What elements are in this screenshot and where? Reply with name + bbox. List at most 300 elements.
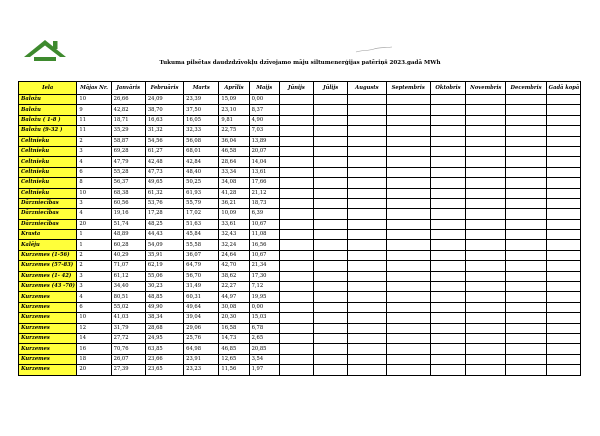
value-cell	[506, 271, 546, 281]
value-cell: 55,28	[111, 167, 145, 177]
value-cell: 10,09	[219, 209, 249, 219]
value-cell	[506, 333, 546, 343]
value-cell	[466, 344, 506, 354]
street-cell: Kurzemes (57-83)	[19, 261, 77, 271]
table-row	[19, 146, 581, 156]
value-cell	[466, 302, 506, 312]
street-cell: Kurzemes (1-56)	[19, 250, 77, 260]
value-cell	[506, 178, 546, 188]
value-cell	[279, 188, 313, 198]
house-number-cell: 20	[77, 219, 111, 229]
column-header: Iela	[19, 82, 77, 95]
value-cell: 61,12	[111, 271, 145, 281]
value-cell	[314, 188, 348, 198]
value-cell	[348, 115, 386, 125]
table-row	[19, 178, 581, 188]
value-cell: 35,29	[111, 126, 145, 136]
value-cell: 16,05	[184, 115, 219, 125]
value-cell	[430, 209, 465, 219]
value-cell	[546, 126, 580, 136]
value-cell	[430, 146, 465, 156]
value-cell	[546, 292, 580, 302]
value-cell: 61,32	[145, 188, 183, 198]
value-cell	[546, 105, 580, 115]
value-cell: 45,84	[184, 230, 219, 240]
value-cell	[314, 157, 348, 167]
value-cell	[546, 188, 580, 198]
value-cell: 17,30	[249, 271, 279, 281]
value-cell	[466, 115, 506, 125]
value-cell: 28,64	[219, 157, 249, 167]
value-cell	[466, 271, 506, 281]
house-number-cell: 2	[77, 250, 111, 260]
value-cell	[314, 302, 348, 312]
value-cell: 26,66	[111, 95, 145, 105]
house-number-cell: 14	[77, 333, 111, 343]
value-cell	[546, 302, 580, 312]
value-cell: 1,97	[249, 365, 279, 375]
value-cell: 13,89	[249, 136, 279, 146]
value-cell	[314, 292, 348, 302]
column-header: Augusts	[348, 82, 386, 95]
value-cell: 21,12	[249, 188, 279, 198]
value-cell: 31,32	[145, 126, 183, 136]
value-cell: 47,79	[111, 157, 145, 167]
table-row	[19, 209, 581, 219]
value-cell	[279, 313, 313, 323]
value-cell: 56,37	[111, 178, 145, 188]
value-cell: 54,09	[145, 240, 183, 250]
value-cell: 13,61	[249, 167, 279, 177]
value-cell: 23,91	[184, 354, 219, 364]
street-cell: Baložu	[19, 105, 77, 115]
value-cell	[386, 178, 430, 188]
house-number-cell: 10	[77, 313, 111, 323]
value-cell: 41,28	[219, 188, 249, 198]
value-cell	[546, 344, 580, 354]
value-cell	[430, 136, 465, 146]
value-cell: 21,34	[249, 261, 279, 271]
value-cell	[348, 167, 386, 177]
value-cell	[348, 178, 386, 188]
value-cell	[546, 198, 580, 208]
house-number-cell: 18	[77, 354, 111, 364]
value-cell: 38,34	[145, 313, 183, 323]
value-cell	[279, 282, 313, 292]
value-cell: 19,95	[249, 292, 279, 302]
value-cell	[348, 333, 386, 343]
street-cell: Kurzemes	[19, 323, 77, 333]
house-number-cell: 4	[77, 157, 111, 167]
value-cell	[506, 95, 546, 105]
value-cell	[506, 344, 546, 354]
value-cell: 25,76	[184, 333, 219, 343]
value-cell	[279, 167, 313, 177]
value-cell	[466, 240, 506, 250]
value-cell	[430, 354, 465, 364]
value-cell	[386, 240, 430, 250]
value-cell	[506, 209, 546, 219]
house-number-cell: 3	[77, 198, 111, 208]
value-cell	[430, 167, 465, 177]
table-row	[19, 167, 581, 177]
value-cell: 55,02	[111, 302, 145, 312]
value-cell: 32,33	[184, 126, 219, 136]
value-cell: 64,98	[184, 344, 219, 354]
value-cell	[386, 95, 430, 105]
value-cell	[348, 250, 386, 260]
value-cell	[279, 198, 313, 208]
value-cell	[314, 146, 348, 156]
value-cell: 10,67	[249, 219, 279, 229]
table-row	[19, 292, 581, 302]
value-cell	[506, 198, 546, 208]
value-cell	[348, 313, 386, 323]
house-number-cell: 3	[77, 146, 111, 156]
value-cell	[348, 271, 386, 281]
value-cell	[430, 115, 465, 125]
value-cell: 55,79	[184, 198, 219, 208]
street-cell: Celtnieku	[19, 188, 77, 198]
value-cell	[348, 157, 386, 167]
value-cell	[506, 157, 546, 167]
value-cell	[386, 302, 430, 312]
value-cell	[546, 95, 580, 105]
value-cell	[506, 188, 546, 198]
value-cell	[546, 323, 580, 333]
value-cell	[546, 136, 580, 146]
value-cell	[430, 250, 465, 260]
value-cell	[546, 167, 580, 177]
house-number-cell: 1	[77, 240, 111, 250]
value-cell: 18,71	[111, 115, 145, 125]
column-header: Novembris	[466, 82, 506, 95]
value-cell	[314, 365, 348, 375]
value-cell: 18,73	[249, 198, 279, 208]
street-cell: Baložu ( 1-8 )	[19, 115, 77, 125]
value-cell: 46,85	[219, 344, 249, 354]
street-cell: Celtnieku	[19, 157, 77, 167]
value-cell	[546, 230, 580, 240]
value-cell: 44,97	[219, 292, 249, 302]
value-cell	[279, 146, 313, 156]
street-cell: Celtnieku	[19, 136, 77, 146]
value-cell: 60,28	[111, 240, 145, 250]
value-cell: 32,24	[219, 240, 249, 250]
house-number-cell: 2	[77, 136, 111, 146]
value-cell	[348, 344, 386, 354]
value-cell	[430, 230, 465, 240]
value-cell: 49,65	[145, 178, 183, 188]
value-cell	[279, 271, 313, 281]
house-number-cell: 12	[77, 323, 111, 333]
column-header: Aprīlis	[219, 82, 249, 95]
street-cell: Kurzemes	[19, 302, 77, 312]
value-cell	[466, 167, 506, 177]
value-cell	[430, 261, 465, 271]
value-cell	[430, 313, 465, 323]
table-row	[19, 313, 581, 323]
column-header: Gadā kopā	[546, 82, 580, 95]
value-cell	[466, 282, 506, 292]
value-cell: 24,95	[145, 333, 183, 343]
value-cell: 17,28	[145, 209, 183, 219]
value-cell	[386, 115, 430, 125]
table-row	[19, 323, 581, 333]
value-cell: 30,23	[145, 282, 183, 292]
value-cell	[314, 344, 348, 354]
value-cell	[314, 167, 348, 177]
value-cell: 56,70	[184, 271, 219, 281]
value-cell	[466, 230, 506, 240]
value-cell: 68,01	[184, 146, 219, 156]
value-cell: 12,65	[219, 354, 249, 364]
value-cell	[314, 333, 348, 343]
value-cell	[279, 365, 313, 375]
value-cell	[506, 365, 546, 375]
column-header: Septembris	[386, 82, 430, 95]
value-cell	[386, 313, 430, 323]
value-cell	[314, 354, 348, 364]
value-cell	[430, 344, 465, 354]
value-cell	[546, 178, 580, 188]
value-cell	[466, 178, 506, 188]
value-cell	[386, 146, 430, 156]
value-cell: 62,19	[145, 261, 183, 271]
value-cell	[314, 230, 348, 240]
value-cell	[348, 105, 386, 115]
value-cell	[279, 157, 313, 167]
table-row	[19, 365, 581, 375]
street-cell: Kurzemes	[19, 333, 77, 343]
value-cell	[348, 188, 386, 198]
value-cell: 27,39	[111, 365, 145, 375]
house-number-cell: 9	[77, 105, 111, 115]
value-cell	[466, 126, 506, 136]
value-cell: 49,64	[184, 302, 219, 312]
value-cell	[279, 115, 313, 125]
value-cell	[506, 167, 546, 177]
value-cell: 0,00	[249, 95, 279, 105]
value-cell: 16,56	[249, 240, 279, 250]
value-cell: 51,63	[184, 219, 219, 229]
column-header: Marts	[184, 82, 219, 95]
value-cell	[466, 292, 506, 302]
value-cell: 32,43	[219, 230, 249, 240]
value-cell	[466, 95, 506, 105]
value-cell	[546, 313, 580, 323]
value-cell	[348, 209, 386, 219]
value-cell: 41,03	[111, 313, 145, 323]
value-cell: 7,03	[249, 126, 279, 136]
value-cell: 58,87	[111, 136, 145, 146]
value-cell	[466, 209, 506, 219]
value-cell	[348, 240, 386, 250]
column-header: Oktobris	[430, 82, 465, 95]
column-header: Jūlijs	[314, 82, 348, 95]
value-cell: 48,40	[184, 167, 219, 177]
house-number-cell: 2	[77, 261, 111, 271]
value-cell: 48,85	[145, 292, 183, 302]
value-cell	[348, 126, 386, 136]
value-cell: 26,07	[111, 354, 145, 364]
value-cell: 14,73	[219, 333, 249, 343]
value-cell: 8,37	[249, 105, 279, 115]
value-cell: 23,66	[145, 354, 183, 364]
house-number-cell: 10	[77, 95, 111, 105]
value-cell: 11,56	[219, 365, 249, 375]
value-cell: 35,91	[145, 250, 183, 260]
table-row	[19, 344, 581, 354]
value-cell	[546, 115, 580, 125]
value-cell	[314, 126, 348, 136]
value-cell	[314, 323, 348, 333]
value-cell	[466, 365, 506, 375]
value-cell: 61,27	[145, 146, 183, 156]
value-cell	[348, 230, 386, 240]
column-header: Februāris	[145, 82, 183, 95]
value-cell	[348, 302, 386, 312]
value-cell: 56,08	[184, 136, 219, 146]
street-cell: Dārzniecības	[19, 219, 77, 229]
value-cell: 20,85	[249, 344, 279, 354]
value-cell	[466, 354, 506, 364]
value-cell	[386, 188, 430, 198]
value-cell	[386, 344, 430, 354]
value-cell: 51,74	[111, 219, 145, 229]
value-cell	[314, 115, 348, 125]
value-cell: 17,66	[249, 178, 279, 188]
value-cell	[314, 178, 348, 188]
value-cell	[506, 282, 546, 292]
column-header: Jūnijs	[279, 82, 313, 95]
value-cell: 7,12	[249, 282, 279, 292]
street-cell: Kurzemes (1- 42)	[19, 271, 77, 281]
value-cell	[466, 313, 506, 323]
value-cell	[314, 136, 348, 146]
value-cell	[466, 250, 506, 260]
value-cell: 55,06	[145, 271, 183, 281]
value-cell	[546, 250, 580, 260]
value-cell: 38,62	[219, 271, 249, 281]
value-cell	[466, 219, 506, 229]
value-cell: 4,90	[249, 115, 279, 125]
value-cell	[430, 188, 465, 198]
value-cell	[314, 219, 348, 229]
value-cell	[430, 271, 465, 281]
value-cell	[279, 209, 313, 219]
value-cell	[466, 188, 506, 198]
value-cell	[386, 136, 430, 146]
value-cell: 24,09	[145, 95, 183, 105]
value-cell: 30,08	[219, 302, 249, 312]
street-cell: Celtnieku	[19, 167, 77, 177]
value-cell: 33,61	[219, 219, 249, 229]
value-cell: 33,34	[219, 167, 249, 177]
street-cell: Baložu	[19, 95, 77, 105]
house-number-cell: 10	[77, 188, 111, 198]
value-cell	[430, 282, 465, 292]
value-cell: 34,08	[219, 178, 249, 188]
value-cell	[279, 344, 313, 354]
value-cell: 36,07	[184, 250, 219, 260]
value-cell	[386, 292, 430, 302]
value-cell: 31,79	[111, 323, 145, 333]
value-cell	[430, 198, 465, 208]
value-cell	[506, 354, 546, 364]
value-cell	[386, 219, 430, 229]
house-number-cell: 16	[77, 344, 111, 354]
value-cell: 23,10	[219, 105, 249, 115]
table-row	[19, 250, 581, 260]
house-number-cell: 3	[77, 282, 111, 292]
table-row	[19, 302, 581, 312]
value-cell	[466, 157, 506, 167]
value-cell	[348, 198, 386, 208]
value-cell	[546, 219, 580, 229]
value-cell: 15,09	[219, 95, 249, 105]
value-cell	[430, 105, 465, 115]
table-row	[19, 188, 581, 198]
column-header: Mājas Nr.	[77, 82, 111, 95]
value-cell	[466, 136, 506, 146]
value-cell: 68,38	[111, 188, 145, 198]
value-cell	[279, 105, 313, 115]
value-cell	[386, 333, 430, 343]
value-cell	[348, 365, 386, 375]
value-cell	[430, 323, 465, 333]
value-cell	[279, 292, 313, 302]
street-cell: Kurzemes	[19, 292, 77, 302]
value-cell	[546, 261, 580, 271]
value-cell: 2,65	[249, 333, 279, 343]
street-cell: Kalēju	[19, 240, 77, 250]
house-number-cell: 8	[77, 178, 111, 188]
handwritten-mark	[354, 45, 394, 55]
street-cell: Kurzemes	[19, 344, 77, 354]
value-cell	[279, 240, 313, 250]
house-number-cell: 11	[77, 115, 111, 125]
value-cell	[506, 219, 546, 229]
street-cell: Celtnieku	[19, 146, 77, 156]
house-number-cell: 3	[77, 271, 111, 281]
value-cell: 42,82	[111, 105, 145, 115]
value-cell	[386, 167, 430, 177]
value-cell	[386, 250, 430, 260]
value-cell: 34,40	[111, 282, 145, 292]
value-cell	[546, 209, 580, 219]
value-cell: 36,04	[219, 136, 249, 146]
value-cell: 80,51	[111, 292, 145, 302]
value-cell: 54,56	[145, 136, 183, 146]
value-cell: 48,25	[145, 219, 183, 229]
value-cell	[279, 219, 313, 229]
house-number-cell: 20	[77, 365, 111, 375]
value-cell	[386, 157, 430, 167]
value-cell: 46,58	[219, 146, 249, 156]
street-cell: Dārzniecības	[19, 198, 77, 208]
value-cell	[546, 146, 580, 156]
value-cell	[430, 157, 465, 167]
street-cell: Krasta	[19, 230, 77, 240]
value-cell	[430, 126, 465, 136]
table-row	[19, 240, 581, 250]
value-cell	[546, 365, 580, 375]
value-cell: 61,93	[184, 188, 219, 198]
value-cell	[430, 292, 465, 302]
value-cell	[314, 198, 348, 208]
house-number-cell: 11	[77, 126, 111, 136]
